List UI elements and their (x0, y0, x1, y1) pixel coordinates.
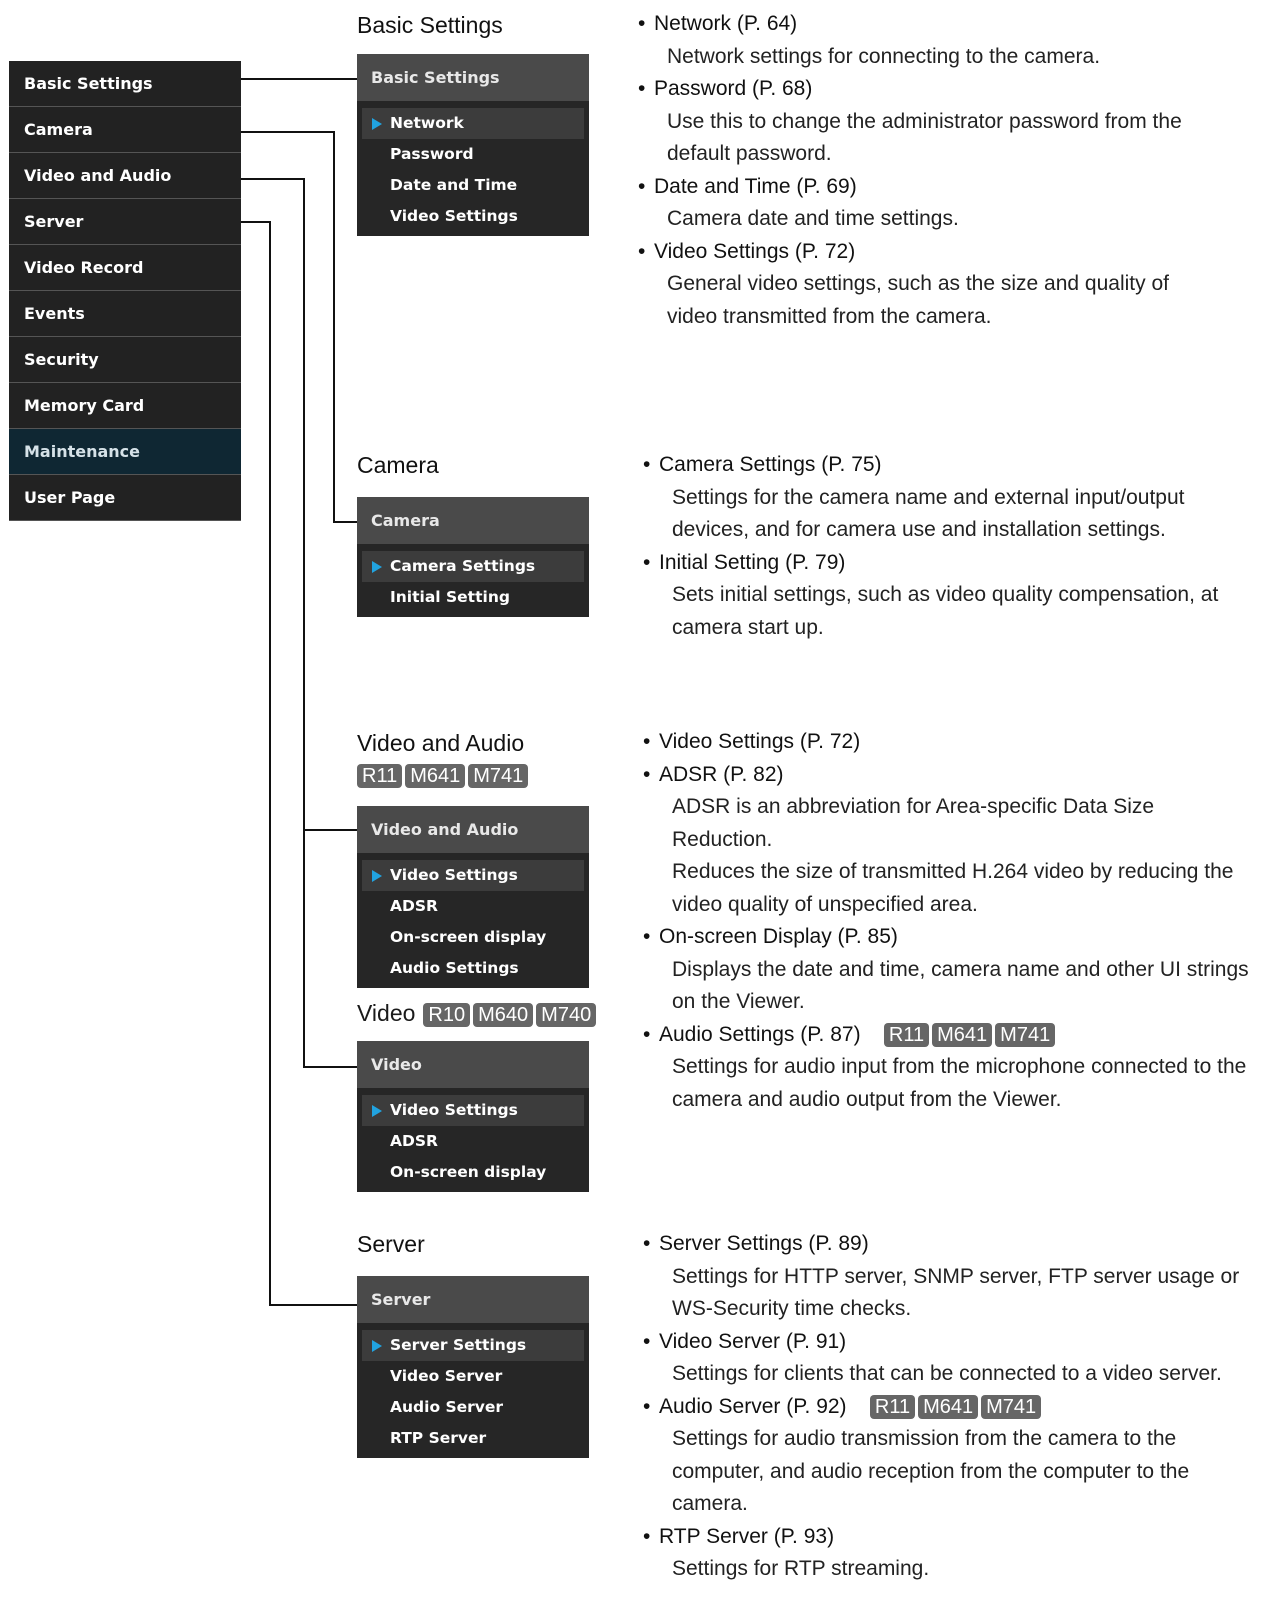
description-title: • Video Server (P. 91) (643, 1326, 1283, 1359)
section-title-server: Server (357, 1231, 425, 1257)
menu-item-events[interactable]: Events (9, 291, 241, 337)
submenu-item-label: Password (390, 145, 474, 163)
menu-item-maintenance[interactable]: Maintenance (9, 429, 241, 475)
model-badge: R11 (357, 764, 402, 788)
submenu-video (357, 1041, 589, 1192)
description-title: • RTP Server (P. 93) (643, 1521, 1283, 1554)
description-body: Camera date and time settings. (667, 207, 959, 230)
submenu-item-label: Server Settings (390, 1336, 527, 1354)
submenu-item-on-screen-display[interactable] (362, 922, 584, 953)
submenu-item-label: Video Settings (390, 1101, 518, 1119)
model-badge: M741 (995, 1023, 1055, 1047)
connector-camera (229, 132, 357, 522)
description-title: • Video Settings (P. 72) (643, 726, 1283, 759)
description-body: Use this to change the administrator password from the default password. (667, 109, 1182, 165)
submenu-item-label: On-screen display (390, 928, 547, 946)
menu-item-server[interactable]: Server (9, 199, 241, 245)
model-badge: M741 (981, 1395, 1041, 1419)
submenu-item-label: ADSR (390, 897, 438, 915)
selected-arrow-icon (372, 1340, 382, 1352)
description-body: Reduces the size of transmitted H.264 video by reducing the video quality of unspecified area. (672, 860, 1234, 916)
submenu-item-video-server[interactable] (362, 1361, 584, 1392)
menu-item-basic-settings[interactable]: Basic Settings (9, 61, 241, 107)
submenu-header[interactable]: Video and Audio (357, 806, 589, 856)
submenu-server (357, 1276, 589, 1458)
submenu-item-initial-setting[interactable] (362, 582, 584, 613)
selected-arrow-icon (372, 118, 382, 130)
description-video-audio (643, 726, 1283, 1116)
submenu-item-server-settings[interactable] (362, 1330, 584, 1361)
selected-arrow-icon (372, 870, 382, 882)
description-title-text: Audio Server (P. 92) (659, 1394, 847, 1418)
description-body: Network settings for connecting to the camera. (667, 44, 1101, 68)
description-title: • On-screen Display (P. 85) (643, 921, 1283, 954)
submenu-header[interactable]: Camera (357, 497, 589, 547)
video-title-row (357, 1000, 599, 1027)
model-badge: M641 (932, 1023, 992, 1047)
submenu-item-label: ADSR (390, 1132, 438, 1150)
submenu-item-audio-settings[interactable] (362, 953, 584, 984)
submenu-item-adsr[interactable] (362, 891, 584, 922)
description-body: General video settings, such as the size and quality of video transmitted from the camera. (667, 272, 1169, 328)
submenu-item-video-settings[interactable] (362, 1095, 584, 1126)
menu-item-user-page[interactable]: User Page (9, 475, 241, 521)
section-title-camera: Camera (357, 452, 439, 478)
submenu-item-video-settings[interactable] (362, 201, 584, 232)
description-basic (638, 8, 1278, 333)
submenu-item-label: Video Settings (390, 866, 518, 884)
description-title: • Camera Settings (P. 75) (643, 449, 1283, 482)
main-menu (9, 61, 241, 521)
description-title (643, 1019, 1283, 1052)
description-body: Settings for audio input from the microphone connected to the camera and audio output from the Viewer. (672, 1055, 1247, 1111)
connector-server (229, 222, 357, 1305)
description-body: Sets initial settings, such as video quality compensation, at camera start up. (672, 583, 1219, 639)
connector-video-audio (229, 179, 357, 830)
submenu-item-label: Audio Settings (390, 959, 519, 977)
submenu-item-label: On-screen display (390, 1163, 547, 1181)
submenu-video-and-audio (357, 806, 589, 988)
description-body: Settings for clients that can be connected to a video server. (672, 1362, 1222, 1385)
submenu-item-date-and-time[interactable] (362, 170, 584, 201)
submenu-item-camera-settings[interactable] (362, 551, 584, 582)
model-badge: R11 (870, 1395, 915, 1419)
menu-item-camera[interactable]: Camera (9, 107, 241, 153)
submenu-item-on-screen-display[interactable] (362, 1157, 584, 1188)
description-body: Settings for RTP streaming. (672, 1557, 930, 1580)
model-badge: M740 (536, 1003, 596, 1027)
description-camera (643, 449, 1283, 644)
description-body: ADSR is an abbreviation for Area-specific Data Size Reduction. (672, 795, 1155, 851)
submenu-item-video-settings[interactable] (362, 860, 584, 891)
description-body: Settings for audio transmission from the camera to the computer, and audio reception from the computer to the camera. (672, 1427, 1190, 1515)
model-badge: R10 (423, 1003, 470, 1027)
submenu-header[interactable]: Video (357, 1041, 589, 1091)
description-body: Displays the date and time, camera name and other UI strings on the Viewer. (672, 957, 1249, 1013)
section-title-video-audio: Video and Audio (357, 730, 525, 756)
menu-item-security[interactable]: Security (9, 337, 241, 383)
description-title: • Password (P. 68) (638, 73, 1278, 106)
submenu-item-network[interactable] (362, 108, 584, 139)
selected-arrow-icon (372, 1105, 382, 1117)
submenu-basic-settings (357, 54, 589, 236)
description-title: • Video Settings (P. 72) (638, 236, 1278, 269)
submenu-item-audio-server[interactable] (362, 1392, 584, 1423)
submenu-item-label: Network (390, 114, 464, 132)
selected-arrow-icon (372, 561, 382, 573)
connector-video (304, 830, 357, 1067)
submenu-item-label: Video Server (390, 1367, 503, 1385)
section-title-basic: Basic Settings (357, 12, 503, 38)
description-title: • Network (P. 64) (638, 8, 1278, 41)
submenu-header[interactable]: Basic Settings (357, 54, 589, 104)
submenu-item-label: Initial Setting (390, 588, 510, 606)
description-title: • Initial Setting (P. 79) (643, 547, 1283, 580)
submenu-item-label: RTP Server (390, 1429, 487, 1447)
menu-item-video-and-audio[interactable]: Video and Audio (9, 153, 241, 199)
model-badges (357, 764, 531, 788)
description-title: • Server Settings (P. 89) (643, 1228, 1283, 1261)
description-title (643, 1391, 1283, 1424)
menu-item-video-record[interactable]: Video Record (9, 245, 241, 291)
description-title: • ADSR (P. 82) (643, 759, 1283, 792)
description-server (643, 1228, 1283, 1586)
submenu-camera (357, 497, 589, 617)
description-title-text: Audio Settings (P. 87) (659, 1022, 861, 1046)
model-badge: R11 (884, 1023, 929, 1047)
model-badge: M641 (918, 1395, 978, 1419)
submenu-item-label: Audio Server (390, 1398, 504, 1416)
model-badge: M741 (468, 764, 528, 788)
description-body: Settings for the camera name and external input/output devices, and for camera use and installation settings. (672, 485, 1185, 541)
section-title-video: Video (357, 1000, 416, 1026)
model-badge: M640 (473, 1003, 533, 1027)
submenu-item-label: Video Settings (390, 207, 518, 225)
submenu-item-label: Camera Settings (390, 557, 536, 575)
submenu-item-rtp-server[interactable] (362, 1423, 584, 1454)
description-body: Settings for HTTP server, SNMP server, FTP server usage or WS-Security time checks. (672, 1264, 1240, 1320)
menu-item-memory-card[interactable]: Memory Card (9, 383, 241, 429)
submenu-header[interactable]: Server (357, 1276, 589, 1326)
model-badge: M641 (405, 764, 465, 788)
submenu-item-password[interactable] (362, 139, 584, 170)
description-title: • Date and Time (P. 69) (638, 171, 1278, 204)
submenu-item-label: Date and Time (390, 176, 518, 194)
submenu-item-adsr[interactable] (362, 1126, 584, 1157)
